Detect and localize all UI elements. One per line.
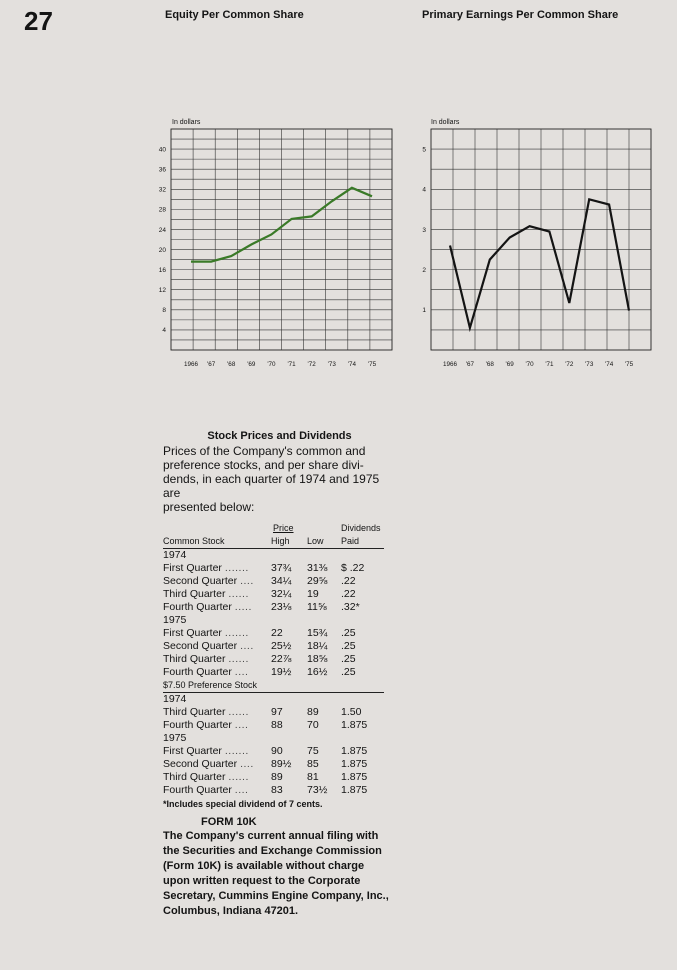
low-header: Low bbox=[307, 535, 341, 549]
low-price: 70 bbox=[307, 719, 319, 731]
dividends-header: Dividends bbox=[341, 523, 381, 533]
form10k-body bbox=[163, 829, 403, 919]
equity-y-tick-label: 20 bbox=[158, 246, 166, 254]
low-price: 81 bbox=[307, 771, 319, 783]
equity-x-tick-label: '70 bbox=[267, 361, 276, 368]
high-price: 90 bbox=[271, 745, 283, 757]
empty-cell bbox=[341, 693, 384, 707]
empty-cell bbox=[271, 549, 307, 563]
empty-cell bbox=[271, 732, 307, 745]
equity-chart-title: Equity Per Common Share bbox=[165, 9, 304, 21]
equity-x-tick-label: '74 bbox=[347, 361, 356, 368]
dot-leader: .... bbox=[240, 758, 254, 770]
high-price: 19½ bbox=[271, 666, 292, 678]
earnings-x-tick-label: '70 bbox=[525, 361, 534, 368]
form10k-line: the Securities and Exchange Commission bbox=[163, 845, 382, 857]
quarter-cell bbox=[163, 706, 271, 719]
dot-leader: ...... bbox=[228, 771, 249, 783]
high-price: 83 bbox=[271, 784, 283, 796]
form10k-line: Columbus, Indiana 47201. bbox=[163, 905, 299, 917]
dot-leader: ..... bbox=[234, 601, 252, 613]
low-price: 15¾ bbox=[307, 627, 328, 639]
preference-title: $7.50 Preference Stock bbox=[163, 679, 384, 693]
common-stock-header: Common Stock bbox=[163, 535, 271, 549]
low-price: 11⅝ bbox=[307, 601, 327, 613]
table-row bbox=[163, 601, 384, 614]
quarter-cell bbox=[163, 601, 271, 614]
quarter-cell bbox=[163, 771, 271, 784]
quarter-label: Fourth Quarter bbox=[163, 601, 232, 613]
equity-x-tick-label: '75 bbox=[367, 361, 377, 368]
earnings-x-tick-label: '73 bbox=[585, 361, 594, 368]
quarter-label: Third Quarter bbox=[163, 588, 226, 600]
table-row bbox=[163, 627, 384, 640]
quarter-label: Fourth Quarter bbox=[163, 666, 232, 678]
low-price: 18¼ bbox=[307, 640, 328, 652]
form10k-section bbox=[163, 816, 403, 919]
earnings-x-tick-label: '68 bbox=[485, 361, 494, 368]
earnings-x-tick-label: '75 bbox=[624, 361, 634, 368]
empty-cell bbox=[271, 614, 307, 627]
quarter-label: Second Quarter bbox=[163, 640, 238, 652]
intro-line: preference stocks, and per share divi- bbox=[163, 458, 364, 472]
paid-header: Paid bbox=[341, 535, 384, 549]
equity-y-tick-label: 32 bbox=[158, 186, 166, 194]
dividend-paid: 1.875 bbox=[341, 745, 368, 757]
table-row bbox=[163, 784, 384, 797]
quarter-label: First Quarter bbox=[163, 562, 222, 574]
equity-x-tick-label: '72 bbox=[307, 361, 316, 368]
year-row bbox=[163, 732, 384, 745]
earnings-x-tick-label: '74 bbox=[605, 361, 614, 368]
low-price: 16½ bbox=[307, 666, 328, 678]
equity-x-tick-label: '71 bbox=[287, 361, 296, 368]
low-price: 19 bbox=[307, 588, 319, 600]
intro-line: presented below: bbox=[163, 500, 255, 514]
low-price: 73½ bbox=[307, 784, 328, 796]
earnings-x-tick-label: '71 bbox=[545, 361, 554, 368]
low-price: 29⅝ bbox=[307, 575, 328, 587]
table-row bbox=[163, 653, 384, 666]
dividend-paid: .22 bbox=[341, 575, 356, 587]
quarter-label: Third Quarter bbox=[163, 653, 226, 665]
high-price: 32¼ bbox=[271, 588, 292, 600]
dividend-paid: 1.875 bbox=[341, 771, 368, 783]
high-price: 88 bbox=[271, 719, 283, 731]
equity-y-tick-label: 4 bbox=[162, 327, 166, 335]
dot-leader: .... bbox=[240, 575, 254, 587]
earnings-y-tick-label: 2 bbox=[422, 266, 426, 274]
empty-cell bbox=[307, 732, 341, 745]
table-row bbox=[163, 706, 384, 719]
stock-title: Stock Prices and Dividends bbox=[207, 430, 352, 442]
empty-cell bbox=[307, 614, 341, 627]
form10k-line: Secretary, Cummins Engine Company, Inc., bbox=[163, 890, 389, 902]
dividend-paid: .25 bbox=[341, 666, 356, 678]
low-price: 75 bbox=[307, 745, 319, 757]
earnings-chart bbox=[0, 0, 677, 380]
dot-leader: ...... bbox=[228, 588, 249, 600]
equity-y-tick-label: 12 bbox=[158, 287, 166, 295]
earnings-x-tick-label: '69 bbox=[505, 361, 514, 368]
equity-x-tick-label: '69 bbox=[247, 361, 256, 368]
year-label: 1974 bbox=[163, 693, 187, 705]
quarter-label: Second Quarter bbox=[163, 575, 238, 587]
empty-cell bbox=[271, 693, 307, 707]
dot-leader: .... bbox=[234, 666, 249, 678]
table-row bbox=[163, 562, 384, 575]
earnings-series-line bbox=[450, 199, 629, 328]
dot-leader: ....... bbox=[224, 562, 249, 574]
dot-leader: ....... bbox=[224, 627, 249, 639]
dividend-paid: 1.50 bbox=[341, 706, 362, 718]
high-header: High bbox=[271, 535, 307, 549]
dot-leader: ...... bbox=[228, 706, 249, 718]
intro-line: dends, in each quarter of 1974 and 1975 are bbox=[163, 472, 380, 500]
quarter-label: Second Quarter bbox=[163, 758, 238, 770]
quarter-cell bbox=[163, 666, 271, 679]
empty-cell bbox=[341, 732, 384, 745]
high-price: 34¼ bbox=[271, 575, 292, 587]
earnings-chart-plot bbox=[422, 129, 651, 368]
equity-y-tick-label: 28 bbox=[158, 206, 166, 214]
high-price: 89½ bbox=[271, 758, 292, 770]
intro-line: Prices of the Company's common and bbox=[163, 444, 366, 458]
dot-leader: .... bbox=[240, 640, 254, 652]
high-price: 25½ bbox=[271, 640, 292, 652]
earnings-x-tick-label: '67 bbox=[465, 361, 474, 368]
table-row bbox=[163, 719, 384, 732]
quarter-cell bbox=[163, 719, 271, 732]
table-header-row bbox=[163, 522, 384, 535]
table-row bbox=[163, 771, 384, 784]
quarter-label: First Quarter bbox=[163, 627, 222, 639]
form10k-line: The Company's current annual filing with bbox=[163, 830, 379, 842]
year-row bbox=[163, 693, 384, 707]
equity-y-tick-label: 16 bbox=[158, 266, 166, 274]
year-row bbox=[163, 614, 384, 627]
dot-leader: ....... bbox=[224, 745, 249, 757]
empty-cell bbox=[307, 549, 341, 563]
dividend-paid: .25 bbox=[341, 640, 356, 652]
preference-stock-header bbox=[163, 679, 384, 693]
earnings-unit-label: In dollars bbox=[431, 119, 460, 126]
dividend-paid: 1.875 bbox=[341, 784, 368, 796]
dividend-paid: .25 bbox=[341, 653, 356, 665]
dot-leader: .... bbox=[234, 719, 249, 731]
dividend-paid: 1.875 bbox=[341, 758, 368, 770]
dividend-paid: $ .22 bbox=[341, 562, 365, 574]
form10k-line: upon written request to the Corporate bbox=[163, 875, 361, 887]
quarter-label: First Quarter bbox=[163, 745, 222, 757]
earnings-x-tick-label: '72 bbox=[565, 361, 574, 368]
year-row bbox=[163, 549, 384, 563]
year-label: 1975 bbox=[163, 614, 187, 626]
high-price: 89 bbox=[271, 771, 283, 783]
empty-cell bbox=[341, 614, 384, 627]
quarter-cell bbox=[163, 627, 271, 640]
high-price: 22 bbox=[271, 627, 283, 639]
table-row bbox=[163, 745, 384, 758]
equity-x-tick-label: '73 bbox=[327, 361, 336, 368]
low-price: 18⅝ bbox=[307, 653, 328, 665]
earnings-x-tick-label: 1966 bbox=[442, 361, 458, 368]
equity-y-tick-label: 40 bbox=[158, 146, 166, 154]
table-row bbox=[163, 666, 384, 679]
page-number: 27 bbox=[24, 6, 53, 36]
quarter-label: Fourth Quarter bbox=[163, 719, 232, 731]
low-price: 85 bbox=[307, 758, 319, 770]
table-row bbox=[163, 758, 384, 771]
year-label: 1975 bbox=[163, 732, 187, 744]
dot-leader: ...... bbox=[228, 653, 249, 665]
dividend-paid: 1.875 bbox=[341, 719, 368, 731]
high-price: 97 bbox=[271, 706, 283, 718]
equity-unit-label: In dollars bbox=[172, 119, 201, 126]
stock-intro bbox=[163, 444, 388, 514]
high-price: 37¾ bbox=[271, 562, 292, 574]
stock-table bbox=[163, 522, 384, 797]
quarter-cell bbox=[163, 562, 271, 575]
quarter-cell bbox=[163, 745, 271, 758]
empty-cell bbox=[307, 693, 341, 707]
form10k-line: (Form 10K) is available without charge bbox=[163, 860, 365, 872]
quarter-cell bbox=[163, 640, 271, 653]
table-row bbox=[163, 640, 384, 653]
high-price: 23⅛ bbox=[271, 601, 292, 613]
stock-footnote: *Includes special dividend of 7 cents. bbox=[163, 799, 323, 809]
earnings-y-tick-label: 5 bbox=[422, 146, 426, 154]
table-row bbox=[163, 588, 384, 601]
equity-x-tick-label: '67 bbox=[207, 361, 216, 368]
price-header: Price bbox=[273, 523, 294, 533]
dividend-paid: .22 bbox=[341, 588, 356, 600]
quarter-label: Fourth Quarter bbox=[163, 784, 232, 796]
earnings-chart-title: Primary Earnings Per Common Share bbox=[422, 9, 619, 21]
quarter-label: Third Quarter bbox=[163, 706, 226, 718]
quarter-cell bbox=[163, 784, 271, 797]
empty-cell bbox=[341, 549, 384, 563]
quarter-cell bbox=[163, 653, 271, 666]
year-label: 1974 bbox=[163, 549, 187, 561]
high-price: 22⅞ bbox=[271, 653, 292, 665]
form10k-title: FORM 10K bbox=[201, 816, 257, 828]
stock-section bbox=[163, 430, 388, 809]
equity-y-tick-label: 36 bbox=[158, 166, 166, 174]
table-row bbox=[163, 575, 384, 588]
earnings-y-tick-label: 4 bbox=[422, 186, 426, 194]
dividend-paid: .25 bbox=[341, 627, 356, 639]
dividend-paid: .32* bbox=[341, 601, 360, 613]
quarter-label: Third Quarter bbox=[163, 771, 226, 783]
quarter-cell bbox=[163, 588, 271, 601]
equity-y-tick-label: 24 bbox=[158, 226, 166, 234]
low-price: 31⅜ bbox=[307, 562, 328, 574]
table-header-row bbox=[163, 535, 384, 549]
quarter-cell bbox=[163, 758, 271, 771]
earnings-y-tick-label: 1 bbox=[422, 307, 426, 315]
quarter-cell bbox=[163, 575, 271, 588]
equity-x-tick-label: 1966 bbox=[183, 361, 199, 368]
dot-leader: .... bbox=[234, 784, 249, 796]
equity-x-tick-label: '68 bbox=[227, 361, 236, 368]
equity-y-tick-label: 8 bbox=[162, 307, 166, 315]
earnings-y-tick-label: 3 bbox=[422, 226, 426, 234]
low-price: 89 bbox=[307, 706, 319, 718]
